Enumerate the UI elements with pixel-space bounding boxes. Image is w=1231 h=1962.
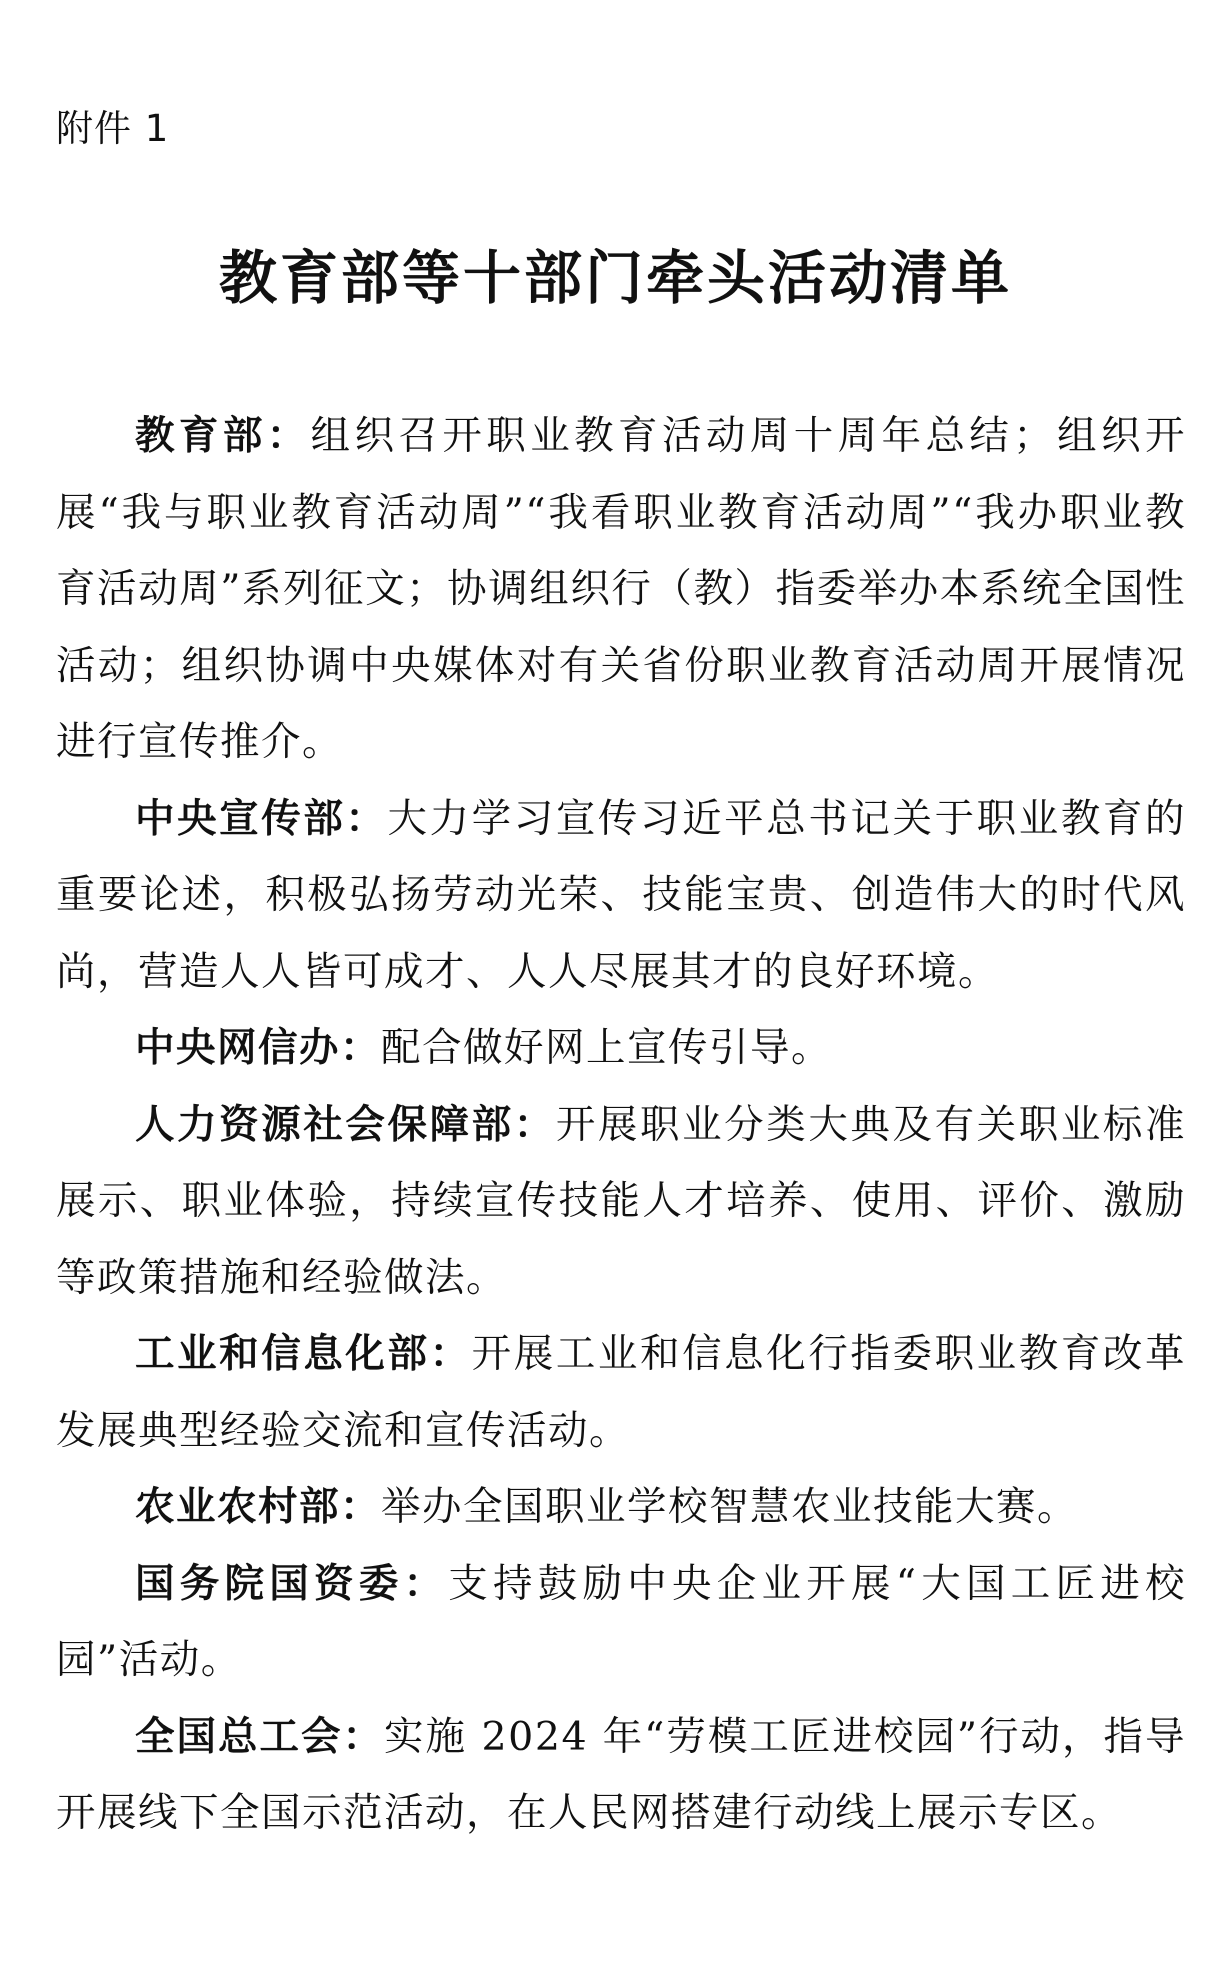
paragraph-industry-it — [56, 1316, 1186, 1469]
department-name: 农业农村部： — [135, 1484, 381, 1530]
paragraph-text: 实施 2024 年“劳模工匠进校园”行动，指导开展线下全国示范活动，在人民网搭建行动线上展示专区。 — [56, 1713, 1186, 1836]
paragraph-text: 开展工业和信息化行指委职业教育改革发展典型经验交流和宣传活动。 — [56, 1331, 1187, 1454]
paragraph-human-resources — [56, 1087, 1186, 1317]
department-name: 人力资源社会保障部： — [135, 1101, 556, 1148]
department-name: 全国总工会： — [135, 1713, 384, 1760]
paragraph-text: 组织召开职业教育活动周十周年总结；组织开展“我与职业教育活动周”“我看职业教育活动周”“我办职业教育活动周”系列征文；协调组织行（教）指委举办本系统全国性活动；组织协调中央媒体对有关省份职业教育活动周开展情况进行宣传推介。 — [56, 413, 1187, 765]
paragraph-text: 大力学习宣传习近平总书记关于职业教育的重要论述，积极弘扬劳动光荣、技能宝贵、创造伟大的时代风尚，营造人人皆可成才、人人尽展其才的良好环境。 — [56, 795, 1186, 995]
paragraph-publicity-department — [56, 781, 1186, 1011]
department-name: 工业和信息化部： — [135, 1331, 472, 1377]
attachment-label: 附件 1 — [56, 107, 170, 150]
paragraph-cyberspace-office — [56, 1010, 1186, 1087]
paragraph-agriculture — [56, 1469, 1186, 1546]
paragraph-sasac — [56, 1546, 1186, 1699]
department-name: 教育部： — [135, 413, 311, 459]
paragraph-text: 支持鼓励中央企业开展“大国工匠进校园”活动。 — [56, 1560, 1186, 1683]
department-name: 中央宣传部： — [135, 795, 388, 842]
paragraph-trade-union — [56, 1699, 1186, 1852]
document-body — [56, 398, 1186, 1852]
paragraph-text: 开展职业分类大典及有关职业标准展示、职业体验，持续宣传技能人才培养、使用、评价、激励等政策措施和经验做法。 — [56, 1101, 1187, 1301]
document-title: 教育部等十部门牵头活动清单 — [218, 244, 1012, 312]
department-name: 中央网信办： — [135, 1025, 381, 1071]
paragraph-text: 举办全国职业学校智慧农业技能大赛。 — [381, 1484, 1078, 1530]
paragraph-ministry-of-education — [56, 398, 1186, 781]
paragraph-text: 配合做好网上宣传引导。 — [381, 1025, 832, 1071]
department-name: 国务院国资委： — [135, 1560, 449, 1607]
